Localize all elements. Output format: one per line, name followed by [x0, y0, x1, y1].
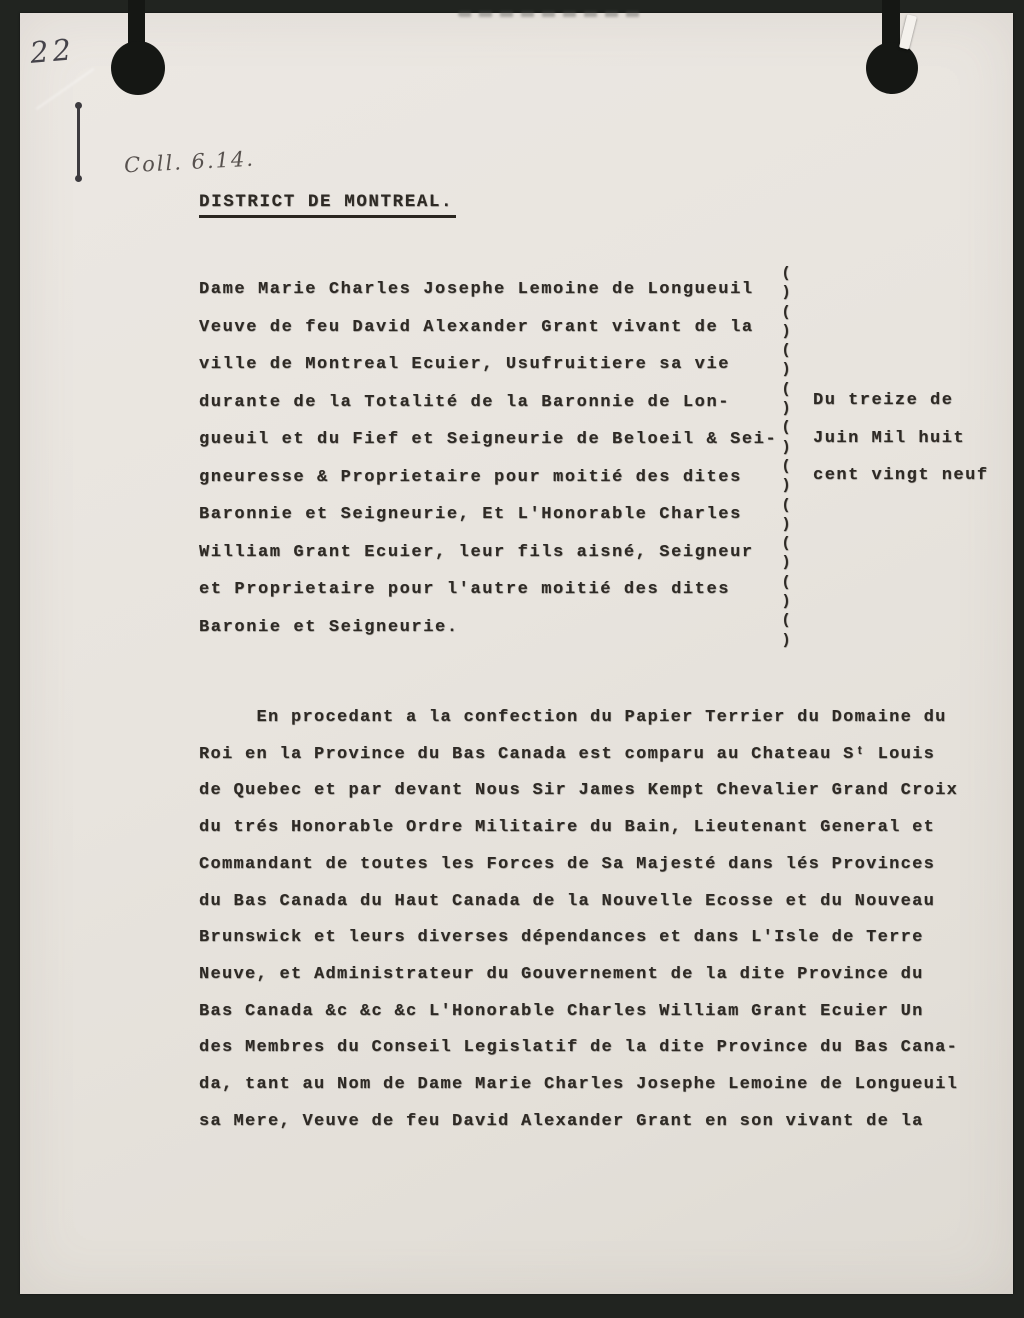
brace-glyph: ) [781, 554, 791, 572]
date-note-line: cent vingt neuf [813, 466, 989, 486]
brace-glyph: ) [781, 477, 791, 495]
brace-glyph: ) [781, 631, 791, 649]
body-line: En procedant a la confection du Papier Terrier du Domaine du [199, 708, 947, 727]
preamble-paragraph [199, 271, 799, 646]
body-line: Bas Canada &c &c &c L'Honorable Charles William Grant Ecuier Un [199, 1001, 924, 1021]
brace-glyph: ) [781, 400, 791, 418]
preamble-line: ville de Montreal Ecuier, Usufruitiere sa vie [199, 355, 731, 374]
body-line: da, tant au Nom de Dame Marie Charles Josephe Lemoine de Longueuil [199, 1075, 959, 1095]
hole-punch-right [866, 42, 918, 94]
body-line: de Quebec et par devant Nous Sir James Kempt Chevalier Grand Croix [199, 781, 959, 801]
brace-glyph: ) [781, 593, 791, 611]
vertical-pen-mark [77, 106, 80, 178]
document-title: DISTRICT DE MONTREAL. [199, 192, 456, 218]
handwritten-collection-note: Coll. 6.14. [123, 146, 256, 178]
brace-glyph: ) [781, 284, 791, 302]
brace-glyph: ) [781, 515, 791, 533]
preamble-line: William Grant Ecuier, leur fils aisné, Seigneur [199, 542, 754, 562]
body-line: des Membres du Conseil Legislatif de la dite Province du Bas Cana- [199, 1038, 959, 1058]
brace-glyph: ( [781, 303, 791, 321]
body-line: Neuve, et Administrateur du Gouvernement de la dite Province du [199, 964, 924, 984]
preamble-line: et Proprietaire pour l'autre moitié des dites [199, 580, 731, 599]
preamble-line: gueuil et du Fief et Seigneurie de Beloeil & Sei- [199, 430, 778, 449]
preamble-line: Baronie et Seigneurie. [199, 617, 459, 637]
brace-glyph: ) [781, 438, 791, 456]
preamble-line: Baronnie et Seigneurie, Et L'Honorable Charles [199, 505, 742, 524]
body-line: du Bas Canada du Haut Canada de la Nouvelle Ecosse et du Nouveau [199, 891, 936, 911]
body-line: Brunswick et leurs diverses dépendances et dans L'Isle de Terre [199, 928, 924, 948]
brace-glyph: ( [781, 265, 791, 282]
hole-punch-left [111, 41, 165, 95]
brace-glyph: ( [781, 419, 791, 437]
date-note-line: Du treize de [813, 391, 954, 410]
brace-glyph: ( [781, 573, 791, 591]
brace-glyph: ( [781, 342, 791, 360]
preamble-line: durante de la Totalité de la Baronnie de Lon- [199, 392, 731, 412]
body-line: du trés Honorable Ordre Militaire du Bain, Lieutenant General et [199, 818, 936, 838]
brace-glyph: ( [781, 496, 791, 514]
brace-glyph: ) [781, 322, 791, 340]
brace-glyph: ( [781, 380, 791, 398]
body-line: Commandant de toutes les Forces de Sa Majesté dans lés Provinces [199, 854, 936, 874]
handwritten-page-number: 22 [28, 32, 77, 70]
brace-glyph: ( [781, 612, 791, 630]
marginal-date-note [813, 382, 989, 495]
brace-glyph: ( [781, 457, 791, 475]
brace-glyph: ) [781, 361, 791, 379]
brace-column [778, 264, 794, 650]
preamble-line: gneuresse & Proprietaire pour moitié des dites [199, 467, 742, 487]
body-line: Roi en la Province du Bas Canada est comparu au Chateau Sᵗ Louis [199, 744, 936, 764]
preamble-line: Dame Marie Charles Josephe Lemoine de Longueuil [199, 280, 754, 299]
preamble-line: Veuve de feu David Alexander Grant vivant de la [199, 317, 754, 337]
body-paragraph [199, 700, 999, 1140]
top-edge-ink-smudge [458, 11, 643, 17]
brace-glyph: ( [781, 535, 791, 553]
body-line: sa Mere, Veuve de feu David Alexander Grant en son vivant de la [199, 1111, 924, 1131]
date-note-line: Juin Mil huit [813, 428, 966, 448]
